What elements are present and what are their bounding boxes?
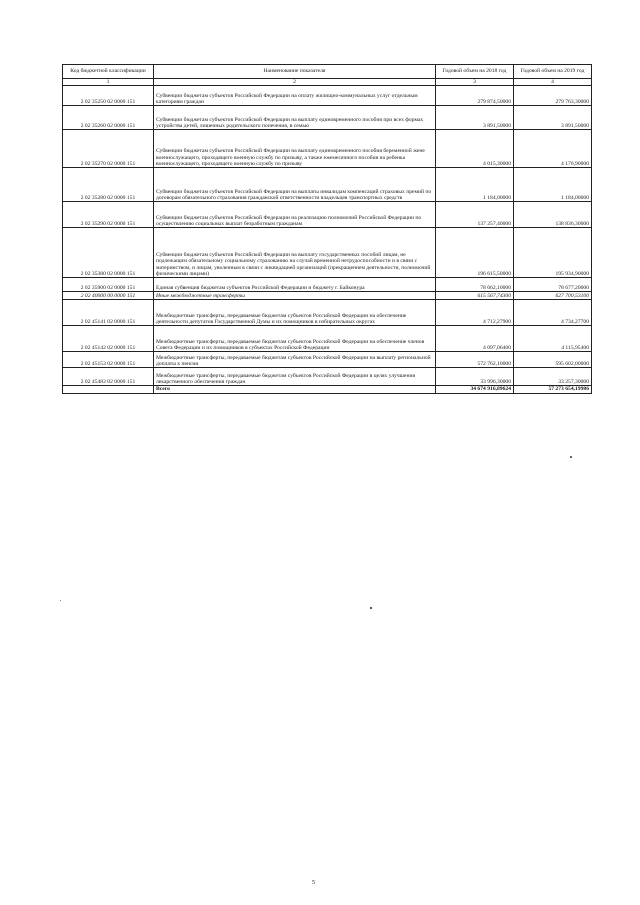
table-row [63,168,592,202]
row-value-2019: 78 677,20000 [514,278,592,292]
row-name: Субвенции бюджетам субъектов Российской Федерации на выплаты инвалидам компенсаций страховых премий по договорам обязательного страхования гражданской ответственности владельцев транспортных средств [154,168,436,202]
row-value-2019: 4 115,95400 [514,326,592,352]
row-value-2019: 195 934,90000 [514,228,592,278]
total-2018: 34 674 916,89624 [436,386,514,393]
row-code: 2 02 45482 02 0000 151 [63,368,154,386]
row-value-2018: 3 891,50000 [436,106,514,130]
total-label: Всего [154,386,436,393]
row-value-2018: 615 567,74300 [436,292,514,300]
row-code: 2 02 35900 02 0000 151 [63,278,154,292]
row-name: Межбюджетные трансферты, передаваемые бюджетам субъектов Российской Федерации на выплату региональной доплаты к пенсии [154,352,436,368]
row-value-2018: 137 257,40000 [436,202,514,228]
column-number: 2 [154,79,436,86]
row-value-2018: 33 996,30000 [436,368,514,386]
stray-mark [370,607,372,609]
table-row [63,278,592,292]
row-value-2018: 279 874,50000 [436,86,514,106]
total-2019: 57 273 654,19986 [514,386,592,393]
row-name: Иные межбюджетные трансферты [154,292,436,300]
row-value-2019: 4 734,27700 [514,300,592,326]
row-value-2019: 3 891,50000 [514,106,592,130]
row-name: Межбюджетные трансферты, передаваемые бюджетам субъектов Российской Федерации на обеспечение деятельности депутатов Государственной Думы и их помощников в избирательных округах [154,300,436,326]
stray-mark [570,456,572,458]
row-code: 2 02 35290 02 0000 151 [63,202,154,228]
row-code: 2 02 45153 02 0000 151 [63,352,154,368]
row-name: Субвенции бюджетам субъектов Российской Федерации на выплату единовременного пособия при всех формах устройства детей, лишенных родительского попечения, в семью [154,106,436,130]
row-name: Субвенции бюджетам субъектов Российской Федерации на выплату государственных пособий лицам, не подлежащим обязательному социальному страхованию на случай временной нетрудоспособности и в связи с материнством, и лицам, уволенным в связи с ликвидацией организаций (прекращением деятельности, полномочий физическими лицами) [154,228,436,278]
table-row [63,326,592,352]
row-value-2019: 138 836,30000 [514,202,592,228]
row-value-2019: 627 700,53100 [514,292,592,300]
row-value-2018: 78 662,10000 [436,278,514,292]
row-value-2019: 1 184,00000 [514,168,592,202]
row-name: Субвенции бюджетам субъектов Российской Федерации на оплату жилищно-коммунальных услуг отдельным категориям граждан [154,86,436,106]
table-row [63,292,592,300]
row-code: 2 02 35380 02 0000 151 [63,228,154,278]
header-row [63,65,592,79]
table-row [63,368,592,386]
row-value-2019: 4 176,90000 [514,130,592,168]
column-number: 1 [63,79,154,86]
column-number-row [63,79,592,86]
row-value-2019: 595 602,00000 [514,352,592,368]
stray-mark [60,600,61,601]
header-name: Наименование показателя [154,65,436,79]
row-code: 2 02 40000 00 0000 151 [63,292,154,300]
header-2018: Годовой объем на 2018 год [436,65,514,79]
row-code: 2 02 45141 02 0000 151 [63,300,154,326]
row-value-2018: 4 097,06400 [436,326,514,352]
page-number: 5 [312,880,315,886]
table-row [63,352,592,368]
row-name: Межбюджетные трансферты, передаваемые бюджетам субъектов Российской Федерации на обеспечение членов Совета Федерации и их помощников в субъектах Российской Федерации [154,326,436,352]
budget-table [62,64,592,394]
table-row [63,130,592,168]
table-row [63,106,592,130]
header-code: Код бюджетной классификации [63,65,154,79]
row-name: Субвенции бюджетам субъектов Российской Федерации на выплату единовременного пособия беременной жене военнослужащего, проходящего военную службу по призыву, а также ежемесячного пособия на ребенка военнослужащего, проходящего военную службу по призыву [154,130,436,168]
table-row [63,86,592,106]
row-name: Единая субвенция бюджетам субъектов Российской Федерации и бюджету г. Байконура [154,278,436,292]
row-name: Субвенции бюджетам субъектов Российской Федерации на реализацию полномочий Российской Федерации по осуществлению социальных выплат безработным гражданам [154,202,436,228]
column-number: 4 [514,79,592,86]
row-code: 2 02 35250 02 0000 151 [63,86,154,106]
row-code: 2 02 35260 02 0000 151 [63,106,154,130]
header-2019: Годовой объем на 2019 год [514,65,592,79]
total-code [63,386,154,393]
table-row [63,202,592,228]
row-code: 2 02 35270 02 0000 151 [63,130,154,168]
row-code: 2 02 45142 02 0000 151 [63,326,154,352]
row-value-2019: 279 763,30000 [514,86,592,106]
row-value-2018: 1 184,00000 [436,168,514,202]
table-body [63,86,592,386]
row-value-2019: 33 257,30000 [514,368,592,386]
row-value-2018: 4 015,30000 [436,130,514,168]
row-value-2018: 4 712,27900 [436,300,514,326]
table-row [63,300,592,326]
row-value-2018: 196 615,50000 [436,228,514,278]
row-value-2018: 572 762,10000 [436,352,514,368]
row-code: 2 02 35280 02 0000 151 [63,168,154,202]
row-name: Межбюджетные трансферты, передаваемые бюджетам субъектов Российской Федерации в целях улучшения лекарственного обеспечения граждан [154,368,436,386]
total-row [63,386,592,393]
table-row [63,228,592,278]
column-number: 3 [436,79,514,86]
